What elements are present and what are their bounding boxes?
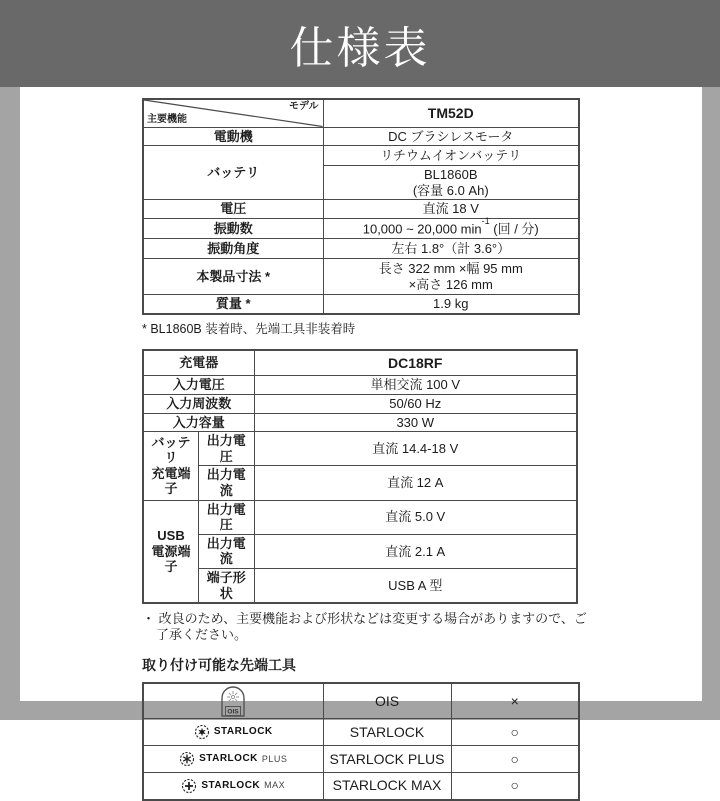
starlock-max-gear-icon (181, 778, 197, 794)
table-row (143, 350, 577, 376)
compatibility-mark: ○ (451, 773, 579, 800)
angle-label: 振動角度 (143, 239, 323, 259)
opm-superscript: -1 (481, 216, 490, 227)
table-row (143, 146, 579, 166)
ois-logo-cell (143, 683, 323, 719)
battery-out-current-value: 直流 12 A (254, 466, 577, 500)
input-capacity-value: 330 W (254, 413, 577, 432)
table-row (143, 432, 577, 466)
voltage-label: 電圧 (143, 200, 323, 219)
battery-out-voltage-value: 直流 14.4-18 V (254, 432, 577, 466)
table-row (143, 295, 579, 314)
starlock-logo-cell (143, 719, 323, 746)
table-row (143, 394, 577, 413)
starlock-plus-logo (147, 751, 320, 767)
opm-label: 振動数 (143, 219, 323, 239)
battery-terminal-label (143, 432, 199, 500)
starlock-logo-text: STARLOCK (199, 753, 258, 765)
corner-label-model: モデル (289, 101, 319, 112)
starlock-plus-logo-cell (143, 746, 323, 773)
table-row (143, 376, 577, 395)
dimensions-label: 本製品寸法 * (143, 259, 323, 295)
usb-connector-label: 端子形状 (199, 568, 255, 603)
compatibility-mark: ○ (451, 719, 579, 746)
revision-note (142, 611, 702, 643)
diagonal-header-cell (143, 99, 323, 127)
usb-terminal-line1: USB (157, 527, 185, 543)
voltage-value: 直流 18 V (323, 200, 579, 219)
table-row (143, 746, 579, 773)
battery-model-value (323, 166, 579, 200)
battery-label: バッテリ (143, 146, 323, 200)
usb-out-voltage-label: 出力電圧 (199, 500, 255, 534)
revision-note-line1: ・ 改良のため、主要機能および形状などは変更する場合がありますので、ご (142, 611, 587, 627)
table-row (143, 127, 579, 146)
content-area (20, 87, 702, 794)
input-capacity-label: 入力容量 (143, 413, 254, 432)
input-voltage-value: 単相交流 100 V (254, 376, 577, 395)
charger-label: 充電器 (143, 350, 254, 376)
weight-value: 1.9 kg (323, 295, 579, 314)
input-frequency-value: 50/60 Hz (254, 394, 577, 413)
page-header (0, 0, 720, 87)
usb-out-voltage-value: 直流 5.0 V (254, 500, 577, 534)
accessory-table (142, 682, 580, 801)
starlock-logo (147, 724, 320, 740)
input-voltage-label: 入力電圧 (143, 376, 254, 395)
input-frequency-label: 入力周波数 (143, 394, 254, 413)
table-row (143, 466, 577, 500)
charger-value: DC18RF (254, 350, 577, 376)
accessory-name: STARLOCK MAX (323, 773, 451, 800)
battery-capacity-line: (容量 6.0 Ah) (412, 182, 489, 198)
battery-out-voltage-label: 出力電圧 (199, 432, 255, 466)
table-row (143, 200, 579, 219)
starlock-plus-suffix: PLUS (261, 753, 288, 764)
battery-terminal-line2: 充電端子 (151, 465, 191, 497)
accessory-name: STARLOCK PLUS (323, 746, 451, 773)
battery-out-current-label: 出力電流 (199, 466, 255, 500)
table-row (143, 773, 579, 800)
table-row (143, 99, 579, 127)
motor-label: 電動機 (143, 127, 323, 146)
ois-arch-icon (220, 685, 246, 717)
table-row (143, 219, 579, 239)
starlock-max-logo-cell (143, 773, 323, 800)
opm-main: 10,000 ~ 20,000 min (362, 221, 482, 237)
compatibility-mark: × (451, 683, 579, 719)
table-row (143, 534, 577, 568)
starlock-max-suffix: MAX (264, 780, 286, 791)
usb-connector-value: USB A 型 (254, 568, 577, 603)
table-row (143, 568, 577, 603)
table-row (143, 719, 579, 746)
table-row (143, 683, 579, 719)
page-title: 仕様表 (289, 23, 431, 73)
revision-note-line2: 了承ください。 (156, 627, 248, 643)
usb-terminal-label (143, 500, 199, 603)
table-row (143, 239, 579, 259)
battery-terminal-line1: バッテリ (151, 434, 191, 466)
accessory-heading: 取り付け可能な先端工具 (142, 657, 296, 674)
battery-type-value: リチウムイオンバッテリ (323, 146, 579, 166)
dimensions-value (323, 259, 579, 295)
charger-spec-table (142, 349, 578, 604)
dimensions-line2: ×高さ 126 mm (408, 276, 493, 292)
compatibility-mark: ○ (451, 746, 579, 773)
usb-out-current-label: 出力電流 (199, 534, 255, 568)
footnote: * BL1860B 装着時、先端工具非装着時 (142, 321, 356, 336)
weight-label: 質量 * (143, 295, 323, 314)
accessory-name: OIS (323, 683, 451, 719)
starlock-plus-gear-icon (179, 751, 195, 767)
starlock-gear-icon (194, 724, 210, 740)
ois-logo-text: OIS (227, 708, 239, 716)
angle-value: 左右 1.8°（計 3.6°） (323, 239, 579, 259)
model-value: TM52D (323, 99, 579, 127)
table-row (143, 500, 577, 534)
opm-unit: (回 / 分) (489, 221, 539, 237)
ois-logo (147, 685, 320, 717)
usb-terminal-line2: 電源端子 (151, 543, 191, 575)
battery-model-line: BL1860B (424, 167, 478, 183)
corner-label-functions: 主要機能 (147, 113, 187, 125)
opm-value (323, 216, 579, 239)
starlock-logo-text: STARLOCK (201, 779, 261, 791)
table-row (143, 413, 577, 432)
starlock-logo-text: STARLOCK (213, 726, 273, 738)
dimensions-line1: 長さ 322 mm ×幅 95 mm (378, 261, 523, 277)
usb-out-current-value: 直流 2.1 A (254, 534, 577, 568)
motor-value: DC ブラシレスモータ (323, 127, 579, 146)
table-row (143, 259, 579, 295)
accessory-name: STARLOCK (323, 719, 451, 746)
main-spec-table (142, 98, 580, 315)
starlock-max-logo (147, 778, 320, 794)
